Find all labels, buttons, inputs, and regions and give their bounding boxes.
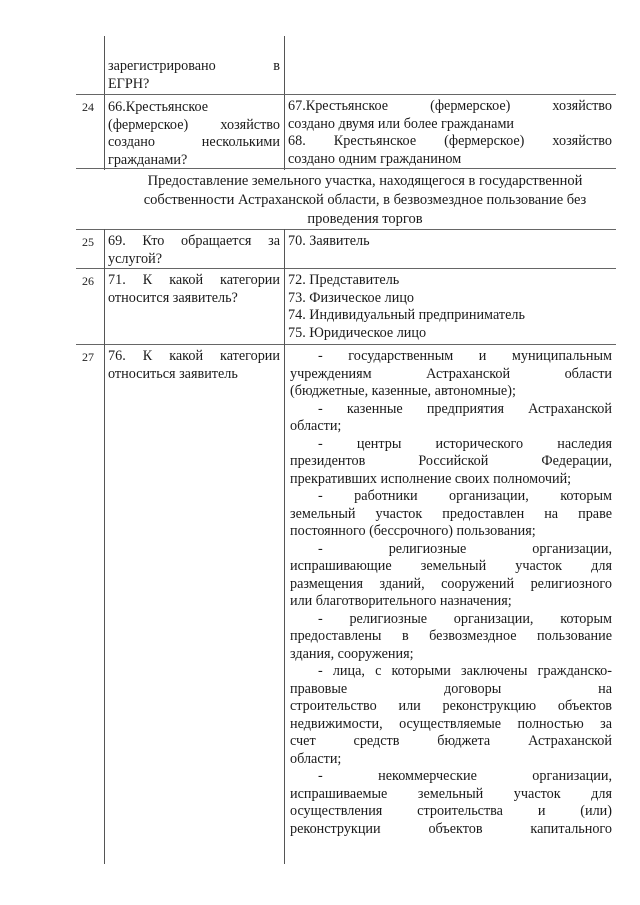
answer-line: размещения зданий, сооружений религиозного [290,575,612,592]
row-25-question [108,233,280,268]
heading-line: собственности Астраханской области, в безвозмездное пользование без [143,192,587,208]
answer-line: 68. Крестьянское (фермерское) хозяйство [288,133,612,149]
row-divider [76,229,616,230]
question-line: 71. К какой категории [108,272,280,288]
answer-line: (бюджетные, казенные, автономные); [290,383,516,399]
answer-line: создано одним гражданином [288,150,462,167]
row-number: 27 [82,350,94,364]
answer-line: президентов Российской Федерации, [290,453,612,469]
answer-line: области; [290,418,342,434]
answer-line: - религиозные организации, которым [318,610,612,627]
question-line: услугой? [108,250,163,267]
answer-option: 73. Физическое лицо [288,289,415,306]
question-line: относиться заявитель [108,365,238,382]
row-27-question [108,348,280,383]
column-divider [284,229,285,269]
question-line: гражданами? [108,151,188,168]
answer-line: постоянного (бессрочного) пользования; [290,523,536,539]
answer-line: земельный участок предоставлен на праве [290,505,612,522]
row-divider [76,94,616,95]
question-text: ЕГРН? [108,75,150,92]
heading-line: проведения торгов [307,211,423,227]
answer-option: 72. Представитель [288,272,400,288]
column-divider [284,36,285,96]
answer-line: - государственным и муниципальным [318,348,612,364]
row-24-answer [288,98,612,168]
row-divider [76,268,616,269]
column-divider [284,344,285,864]
answer-line: испрашивающие земельный участок для [290,558,612,574]
question-line: (фермерское) хозяйство [108,116,280,133]
row-24-question [108,99,280,169]
answer-line: - лица, с которыми заключены гражданско- [318,663,612,679]
answer-line: недвижимости, осуществляемые полностью за [290,715,612,732]
question-text: в [273,58,280,74]
answer-line: - некоммерческие организации, [318,768,612,784]
column-divider [104,344,105,864]
row-27-answers [290,348,612,838]
answer-line: - центры исторического наследия [318,435,612,452]
answer-line: здания, сооружения; [290,645,414,662]
answer-line: реконструкции объектов капитального [290,820,612,837]
column-divider [104,229,105,269]
question-line: создано несколькими [108,134,280,150]
answer-option: 75. Юридическое лицо [288,324,427,341]
section-heading [120,172,610,229]
answer-line: - религиозные организации, [318,540,612,557]
column-divider [284,96,285,170]
answer-line: осуществления строительства и (или) [290,803,612,819]
answer-line: испрашиваемые земельный участок для [290,785,612,802]
heading-line: Предоставление земельного участка, находящегося в государственной [147,173,583,189]
row-top-question [108,58,280,93]
row-number: 24 [82,100,94,114]
question-text: зарегистрировано [108,58,216,74]
column-divider [104,96,105,170]
question-line: 76. К какой категории [108,348,280,364]
row-26-answers [288,272,612,342]
answer-line: строительство или реконструкцию объектов [290,698,612,714]
column-divider [104,268,105,346]
answer-line: прекративших исполнение своих полномочий; [290,470,572,487]
answer-line: - работники организации, которым [318,488,612,504]
answer-line: предоставлены в безвозмездное пользование [290,628,612,644]
question-line: 69. Кто обращается за [108,233,280,249]
answer-line: правовые договоры на [290,680,612,697]
row-number: 25 [82,235,94,249]
column-divider [104,36,105,96]
answer-line: создано двумя или более гражданами [288,115,515,132]
answer-option: 74. Индивидуальный предприниматель [288,307,525,323]
answer-line: счет средств бюджета Астраханской [290,733,612,749]
answer-line: учреждениям Астраханской области [290,365,612,382]
column-divider [284,268,285,346]
question-line: 66.Крестьянское [108,99,209,115]
answer-line: 67.Крестьянское (фермерское) хозяйство [288,98,612,114]
row-number: 26 [82,274,94,288]
row-25-answer: 70. Заявитель [288,233,370,249]
question-line: относится заявитель? [108,289,238,306]
answer-line: или благотворительного назначения; [290,593,512,609]
answer-line: области; [290,750,342,767]
row-divider [76,344,616,345]
answer-line: - казенные предприятия Астраханской [318,400,612,417]
row-26-question [108,272,280,307]
